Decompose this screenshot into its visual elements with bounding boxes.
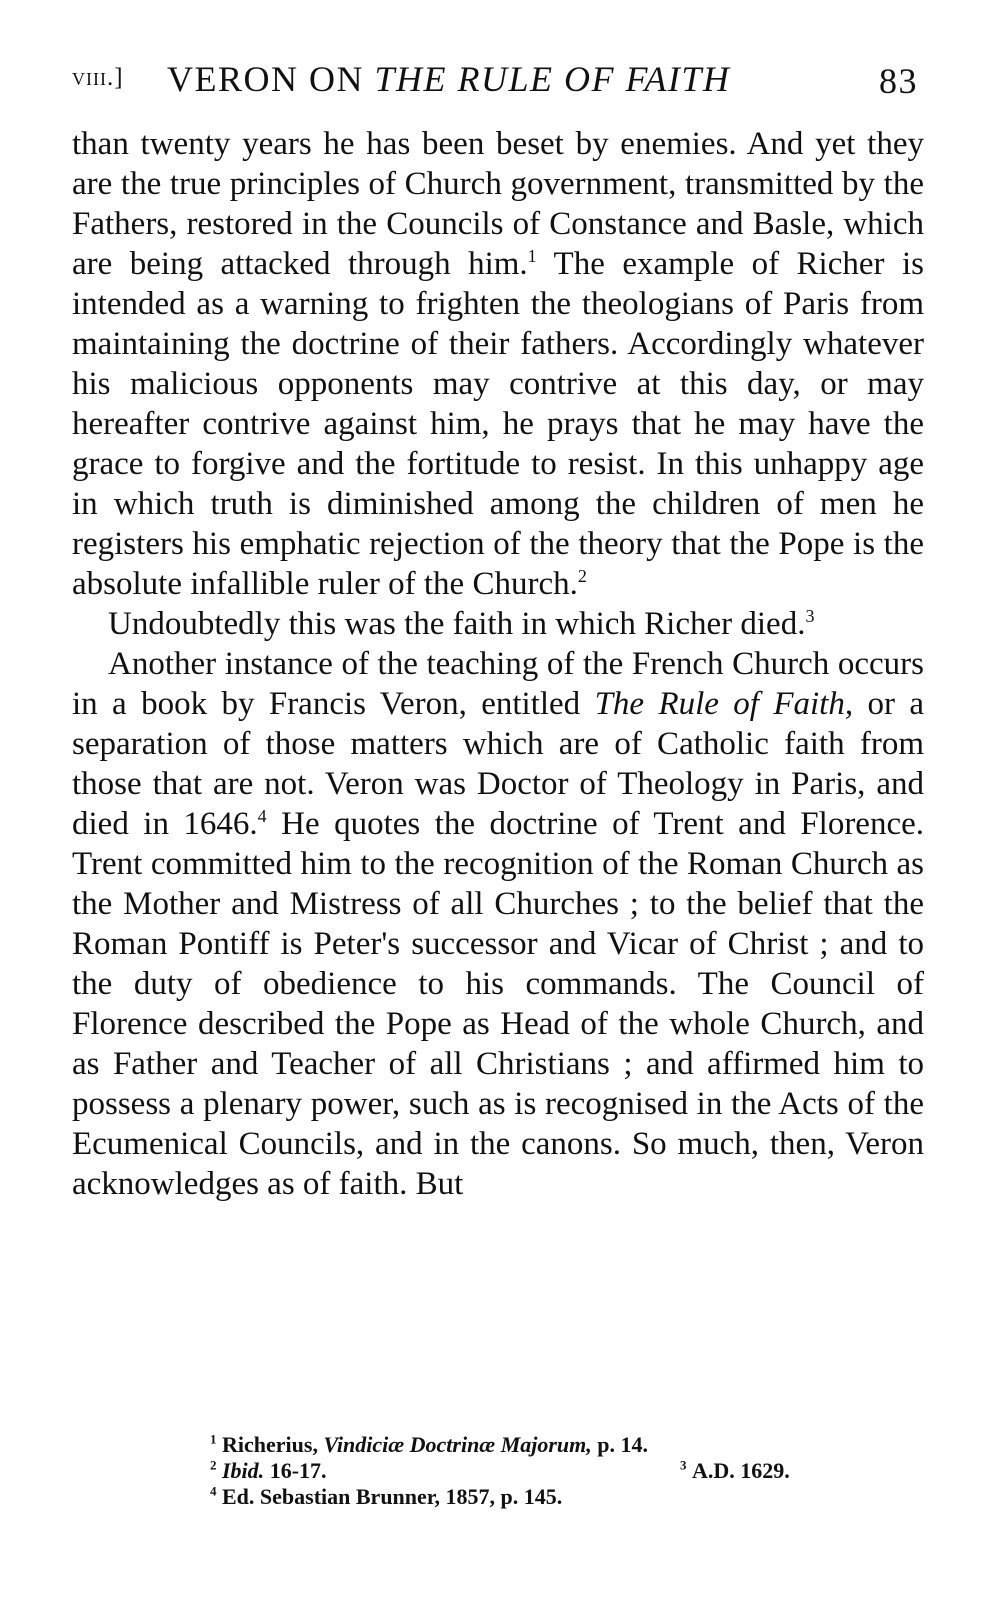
footnote-4-text: Ed. Sebastian Brunner, 1857, p. 145.: [222, 1484, 563, 1509]
paragraph-3-part-1: Another instance of the teaching of the French Church occurs in a book by Francis Veron, entitled: [72, 646, 924, 722]
paragraph-2: [72, 604, 924, 644]
footnote-3: [680, 1458, 790, 1484]
paragraph-2-text: Undoubtedly this was the faith in which Richer died.: [108, 606, 806, 642]
paragraph-1-part-2: The example of Richer is intended as a warning to frighten the theologians of Paris from maintaining the doctrine of their fathers. Accordingly whatever his malicious opponents may contrive at this day, or may hereafter contrive against him, he prays that he may have the grace to forgive and the fortitude to resist. In this unhappy age in which truth is diminished among the children of men he registers his emphatic rejection of the theory that the Pope is the absolute infallible ruler of the Church.: [72, 246, 924, 602]
chapter-marker: viii.]: [72, 64, 124, 91]
footnote-1-mark: 1: [210, 1431, 217, 1447]
paragraph-3: [72, 644, 924, 1204]
footnote-3-text: A.D. 1629.: [692, 1458, 790, 1483]
footnote-ref-4: 4: [257, 806, 267, 826]
footnote-4: [210, 1484, 850, 1510]
running-title-italic: THE RULE OF FAITH: [374, 59, 731, 99]
footnotes: [210, 1432, 850, 1510]
body-text: [72, 124, 924, 1204]
footnote-1-italic: Vindiciæ Doctrinæ Majorum,: [323, 1432, 592, 1457]
running-title: [167, 58, 730, 100]
footnote-1-lead: Richerius,: [222, 1432, 324, 1457]
paragraph-1-part-1: than twenty years he has been beset by enemies. And yet they are the true principles of Church government, transmitted by the Fathers, restored in the Councils of Constance and Basle, which are being attacked through him.: [72, 126, 924, 282]
book-title-italic: The Rule of Faith,: [594, 686, 854, 722]
footnote-2-italic: Ibid.: [222, 1458, 265, 1483]
paragraph-1: [72, 124, 924, 604]
footnote-1: [210, 1432, 850, 1458]
running-title-plain: VERON ON: [167, 59, 375, 99]
footnote-1-tail: p. 14.: [591, 1432, 649, 1457]
paragraph-3-part-2: or a separation of those matters which are of Catholic faith from those that are not. Veron was Doctor of Theology in Paris, and died in 1646.: [72, 686, 924, 842]
footnote-3-mark: 3: [680, 1457, 687, 1473]
footnote-2-mark: 2: [210, 1457, 217, 1473]
footnote-4-mark: 4: [210, 1483, 217, 1499]
footnote-ref-2: 2: [577, 566, 587, 586]
footnote-2-tail: 16-17.: [264, 1458, 327, 1483]
page-number: 83: [879, 61, 918, 101]
footnote-ref-3: 3: [805, 606, 815, 626]
footnote-ref-1: 1: [527, 246, 537, 266]
footnote-row-2: [210, 1458, 850, 1484]
paragraph-3-part-3: He quotes the doctrine of Trent and Florence. Trent committed him to the recognition of the Roman Church as the Mother and Mistress of all Churches ; to the belief that the Roman Pontiff is Peter's successor and Vicar of Christ ; and to the duty of obedience to his commands. The Council of Florence described the Pope as Head of the whole Church, and as Father and Teacher of all Christians ; and affirmed him to possess a plenary power, such as is recognised in the Acts of the Ecumenical Councils, and in the canons. So much, then, Veron acknowledges as of faith. But: [72, 806, 925, 1202]
running-header: [72, 58, 924, 106]
